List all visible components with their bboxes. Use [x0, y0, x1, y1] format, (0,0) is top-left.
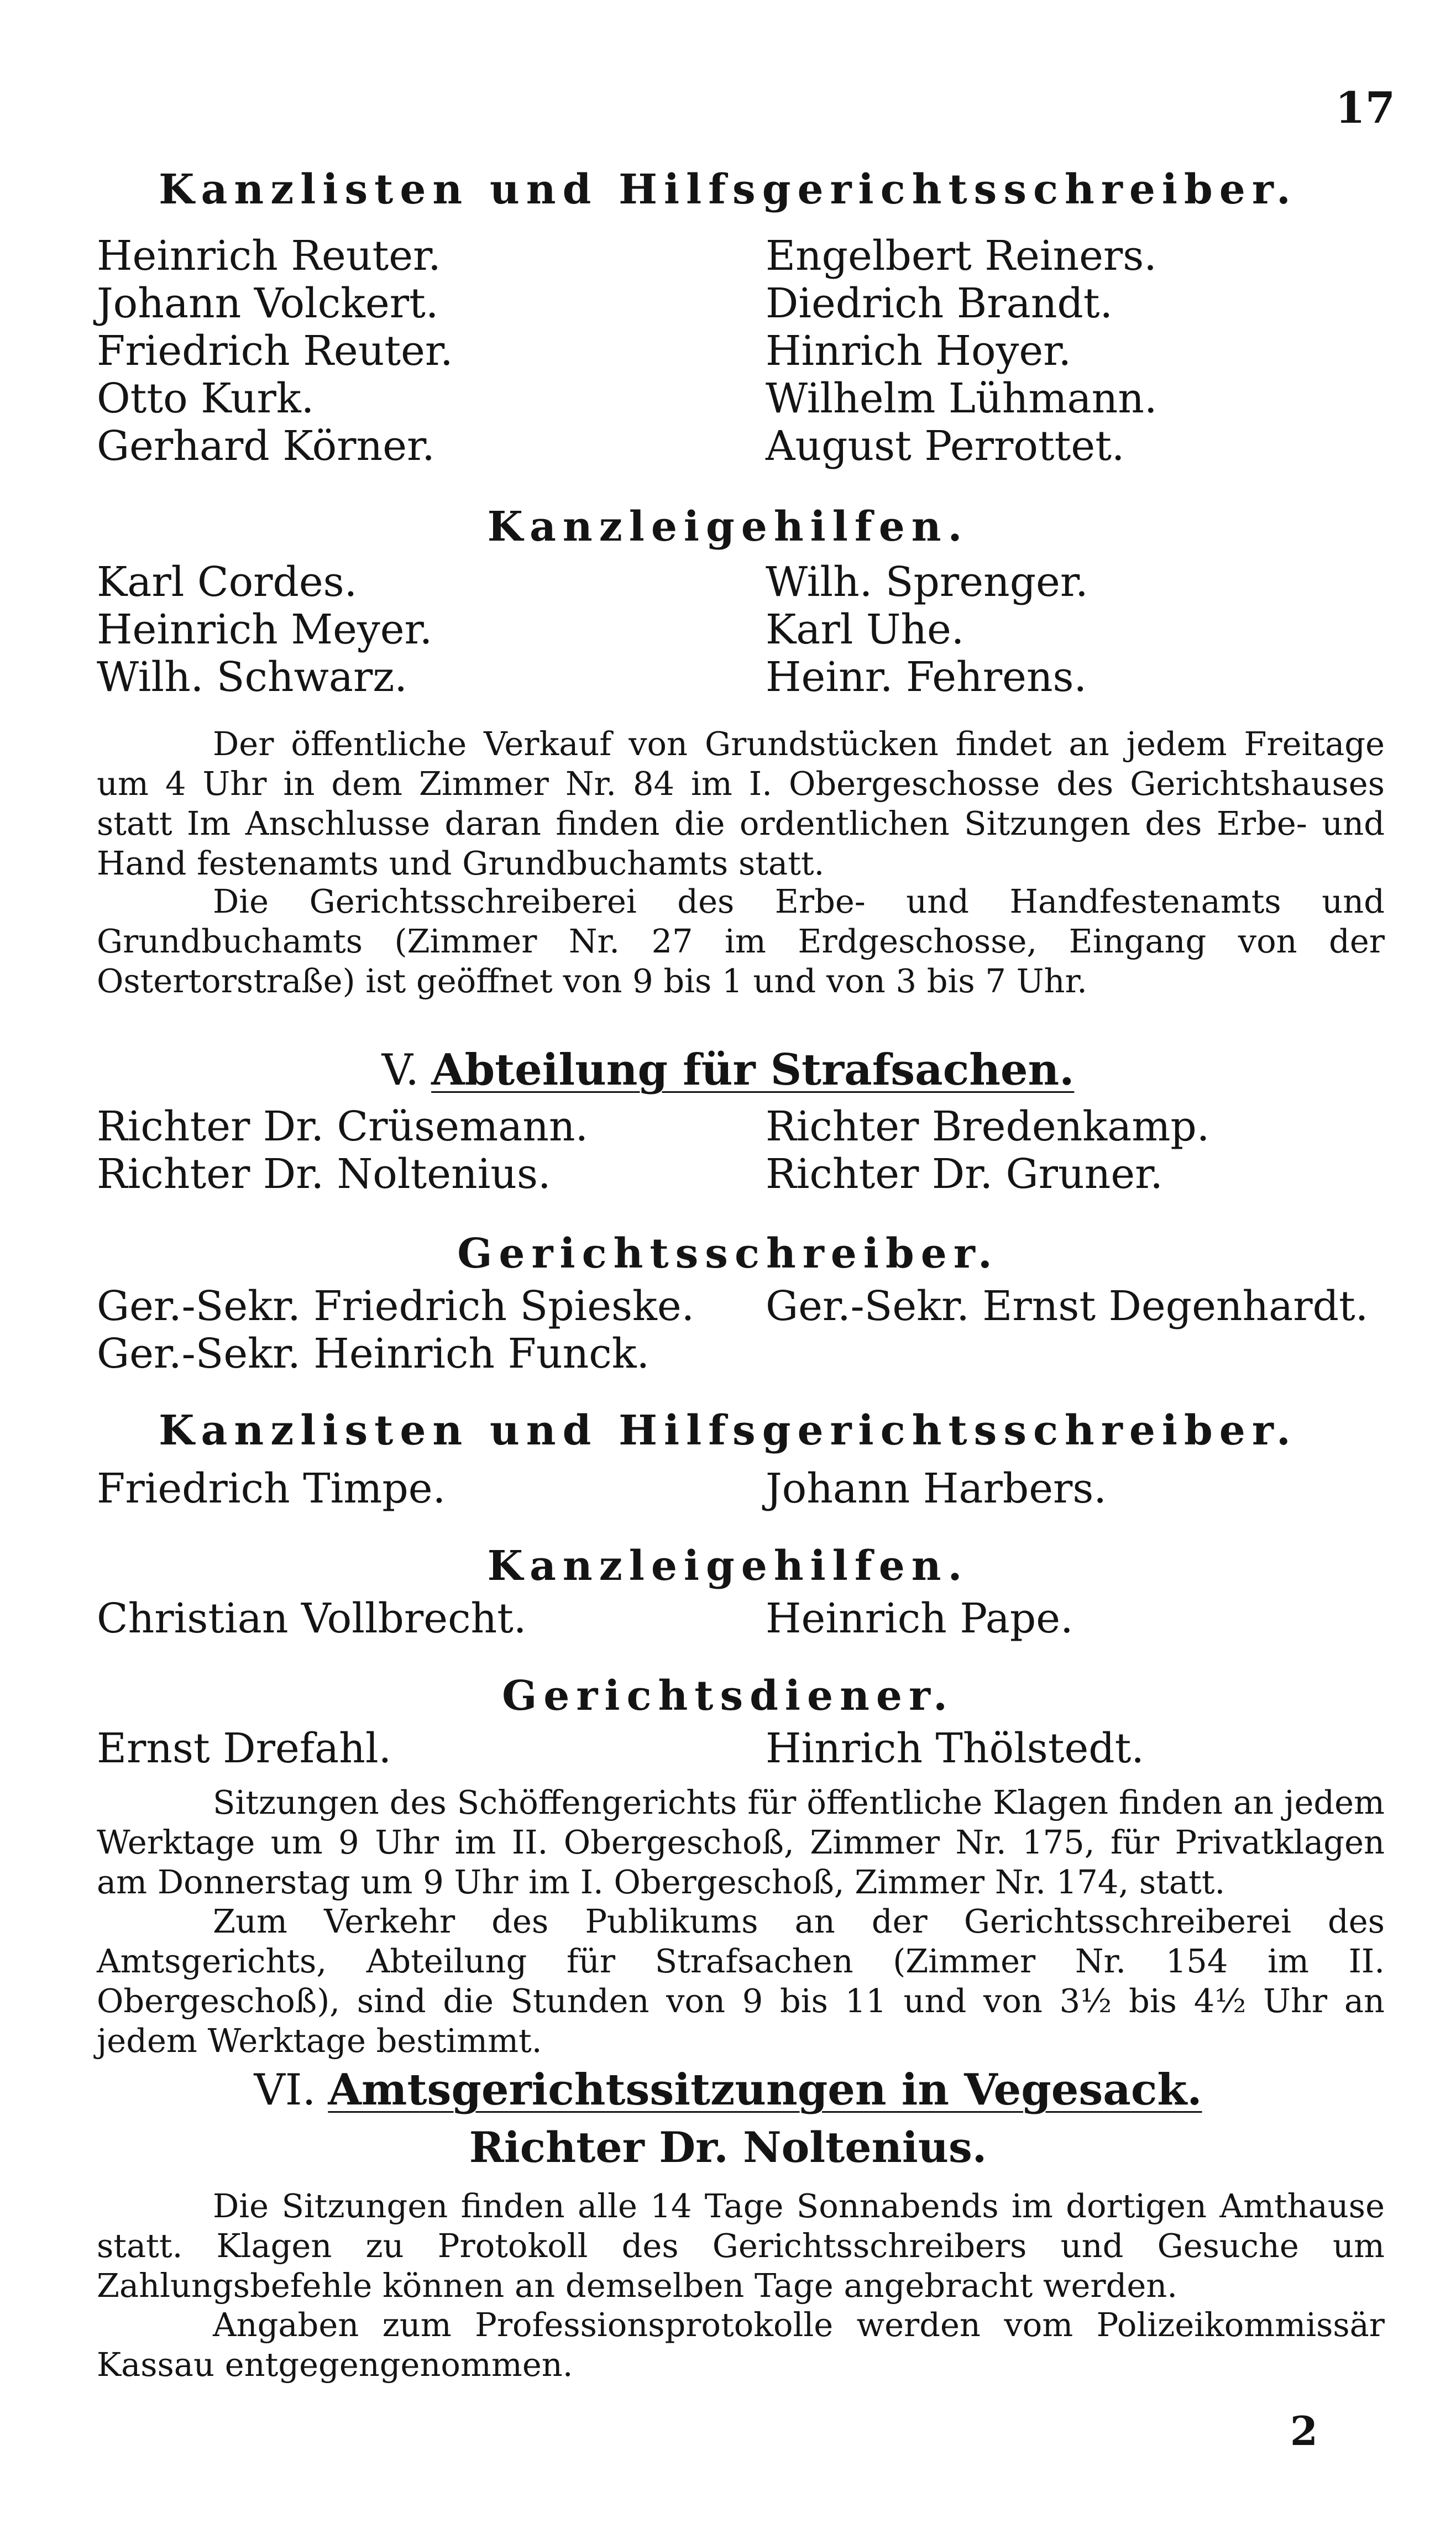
- list-item: [766, 1330, 1385, 1378]
- clerk-list: [97, 1282, 1385, 1378]
- list-item: Hinrich Hoyer.: [766, 327, 1071, 375]
- list-item: Richter Bredenkamp.: [766, 1103, 1210, 1150]
- name-list-kanzleigehilfen: [97, 558, 1385, 701]
- heading-kanzleigehilfen: Kanzleigehilfen.: [487, 503, 969, 551]
- list-item: Ger.-Sekr. Ernst Degenhardt.: [766, 1282, 1369, 1330]
- paragraph-professionsprotokoll: Angaben zum Professionsprotokolle werden vom Polizeikommissär Kassau entgegengenommen.: [97, 2306, 1385, 2384]
- list-item: Diedrich Brandt.: [766, 280, 1113, 327]
- list-item: Ernst Drefahl.: [97, 1725, 392, 1772]
- heading-gerichtsschreiber: Gerichtsschreiber.: [457, 1230, 999, 1278]
- paragraph-schoeffengericht: Sitzungen des Schöffengerichts für öffentliche Klagen finden an jedem Werktage um 9 Uhr im II. Obergeschoß, Zimmer Nr. 175, für Privatklagen am Donnerstag um 9 Uhr im I. Obergeschoß, Zimmer Nr. 174, statt.: [97, 1783, 1385, 1901]
- list-item: Karl Cordes.: [97, 558, 358, 606]
- section-v-heading: Abteilung für Strafsachen.: [431, 1045, 1075, 1095]
- list-item: Wilh. Sprenger.: [766, 558, 1088, 606]
- heading-kanzlisten-strafsachen: Kanzlisten und Hilfsgerichtsschreiber.: [159, 1407, 1297, 1454]
- list-item: Richter Dr. Noltenius.: [97, 1150, 551, 1198]
- heading-gerichtsdiener: Gerichtsdiener.: [502, 1672, 954, 1720]
- sheet-number: 2: [1290, 2407, 1318, 2454]
- list-item: Johann Harbers.: [766, 1465, 1107, 1512]
- paragraph-publikumsverkehr: Zum Verkehr des Publikums an der Gerichtsschreiberei des Amtsgerichts, Abteilung für Strafsachen (Zimmer Nr. 154 im II. Obergeschoß), sind die Stunden von 9 bis 11 und von 3½ bis 4½ Uhr an jedem Werktage bestimmt.: [97, 1902, 1385, 2060]
- heading-kanzleigehilfen-strafsachen: Kanzleigehilfen.: [487, 1542, 969, 1590]
- list-item: Ger.-Sekr. Friedrich Spieske.: [97, 1282, 695, 1330]
- section-v-title: [0, 1045, 1456, 1095]
- name-list-kanzleigehilfen-strafsachen: [97, 1595, 1385, 1642]
- paragraph-gerichtsschreiberei-hours: Die Gerichtsschreiberei des Erbe- und Handfestenamts und Grundbuchamts (Zimmer Nr. 27 im Erdgeschosse, Eingang von der Ostertorstraße) ist geöffnet von 9 bis 1 und von 3 bis 7 Uhr.: [97, 882, 1385, 1000]
- list-item: Karl Uhe.: [766, 606, 965, 653]
- list-item: Engelbert Reiners.: [766, 232, 1157, 280]
- list-item: Heinrich Meyer.: [97, 606, 433, 653]
- list-item: Gerhard Körner.: [97, 422, 435, 470]
- list-item: Heinr. Fehrens.: [766, 653, 1087, 701]
- list-item: Ger.-Sekr. Heinrich Funck.: [97, 1330, 650, 1378]
- judge-vegesack: Richter Dr. Noltenius.: [469, 2123, 987, 2172]
- name-list-kanzlisten: [97, 232, 1385, 470]
- paragraph-grundstueckverkauf: Der öffentliche Verkauf von Grundstücken findet an jedem Freitage um 4 Uhr in dem Zimmer Nr. 84 im I. Obergeschosse des Gerichtshauses statt Im Anschlusse daran finden die ordentlichen Sitzungen des Erbe- und Hand festenamts und Grundbuchamts statt.: [97, 725, 1385, 882]
- name-list-gerichtsdiener: [97, 1725, 1385, 1772]
- list-item: Friedrich Timpe.: [97, 1465, 446, 1512]
- list-item: Johann Volckert.: [97, 280, 439, 327]
- section-vi-title: [0, 2065, 1456, 2115]
- list-item: Christian Vollbrecht.: [97, 1595, 527, 1642]
- section-v-number: V.: [381, 1045, 420, 1095]
- page-number: 17: [1335, 83, 1395, 133]
- list-item: August Perrottet.: [766, 422, 1125, 470]
- list-item: Richter Dr. Gruner.: [766, 1150, 1163, 1198]
- section-vi-number: VI.: [254, 2065, 316, 2115]
- list-item: Wilh. Schwarz.: [97, 653, 407, 701]
- list-item: Richter Dr. Crüsemann.: [97, 1103, 589, 1150]
- paragraph-sitzungen-vegesack: Die Sitzungen finden alle 14 Tage Sonnabends im dortigen Amthause statt. Klagen zu Protokoll des Gerichtsschreibers und Gesuche um Zahlungsbefehle können an demselben Tage angebracht werden.: [97, 2187, 1385, 2305]
- section-vi-heading: Amtsgerichtssitzungen in Vegesack.: [328, 2065, 1202, 2115]
- list-item: Friedrich Reuter.: [97, 327, 453, 375]
- list-item: Heinrich Pape.: [766, 1595, 1073, 1642]
- heading-kanzlisten: Kanzlisten und Hilfsgerichtsschreiber.: [159, 166, 1297, 213]
- judge-list-strafsachen: [97, 1103, 1385, 1198]
- list-item: Hinrich Thölstedt.: [766, 1725, 1144, 1772]
- name-list-kanzlisten-strafsachen: [97, 1465, 1385, 1512]
- list-item: Wilhelm Lühmann.: [766, 375, 1158, 422]
- list-item: Otto Kurk.: [97, 375, 315, 422]
- list-item: Heinrich Reuter.: [97, 232, 441, 280]
